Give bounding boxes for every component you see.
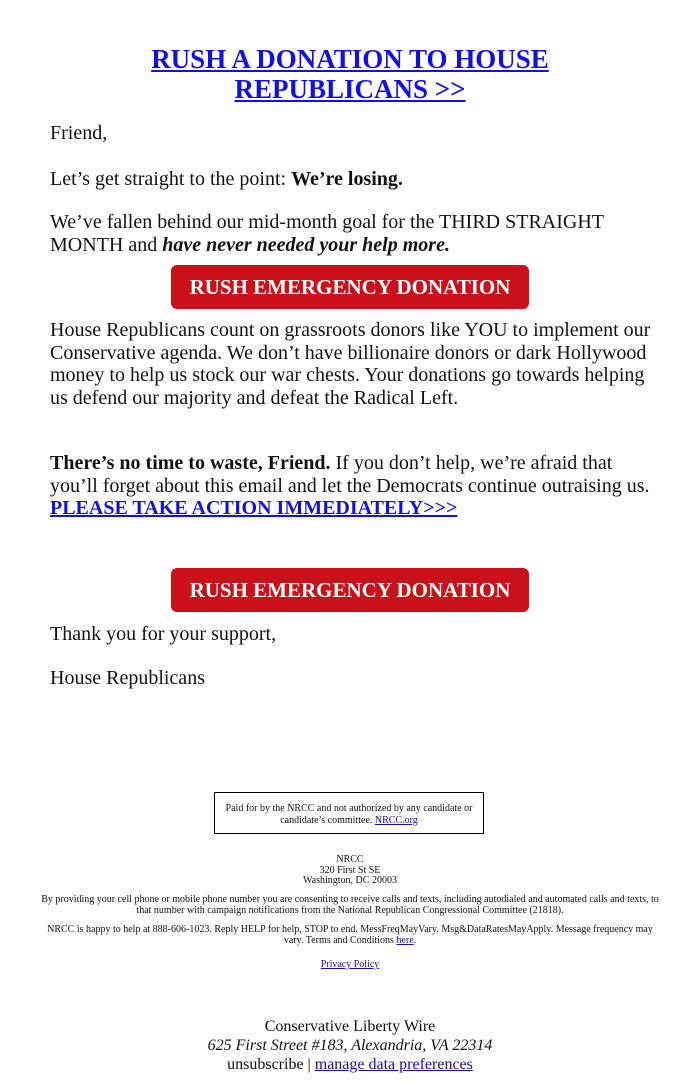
rush-donation-button-1[interactable]: RUSH EMERGENCY DONATION bbox=[171, 265, 529, 309]
footer-address: 625 First Street #183, Alexandria, VA 22314 bbox=[207, 1037, 493, 1054]
consent-text: By providing your cell phone or mobile phone number you are consenting to receive calls and texts, including autodialed and automated calls and texts, to that number with campaign notifications from the National Republican Congressional Committee (21818). bbox=[41, 894, 659, 916]
footer-links bbox=[0, 1055, 700, 1075]
org-city: Washington, DC 20003 bbox=[303, 875, 397, 886]
privacy-line bbox=[40, 960, 660, 971]
rush-donation-button-2[interactable]: RUSH EMERGENCY DONATION bbox=[171, 568, 529, 612]
greeting: Friend, bbox=[50, 122, 108, 144]
take-action-link[interactable]: PLEASE TAKE ACTION IMMEDIATELY>>> bbox=[50, 497, 458, 519]
paid-text: Paid for by the NRCC and not authorized by any candidate or candidate’s committee. bbox=[225, 803, 473, 826]
org-street: 320 First St SE bbox=[319, 864, 381, 876]
footer-separator: | bbox=[303, 1056, 315, 1073]
no-time-bold: There’s no time to waste, Friend. bbox=[50, 452, 331, 474]
paid-for-box bbox=[214, 792, 484, 834]
org-name: NRCC bbox=[336, 854, 364, 865]
donation-headline bbox=[50, 44, 650, 104]
nrcc-link[interactable]: NRCC.org bbox=[374, 814, 418, 826]
help-end: . bbox=[413, 934, 417, 946]
privacy-policy-link[interactable]: Privacy Policy bbox=[320, 959, 380, 970]
help-body: NRCC is happy to help at 888-606-1023. Reply HELP for help, STOP to end. MessFreqMayVary. Msg&DataRatesMayApply. Message frequency may vary. Terms and Conditions bbox=[47, 924, 653, 946]
goal-text: We’ve fallen behind our mid-month goal for the THIRD STRAIGHT MONTH and bbox=[50, 211, 604, 256]
terms-link[interactable]: here bbox=[396, 934, 414, 946]
paragraph-no-time bbox=[50, 452, 660, 520]
headline-line2: REPUBLICANS >> bbox=[234, 74, 466, 104]
unsubscribe-link[interactable]: unsubscribe bbox=[227, 1056, 304, 1073]
thanks-line: Thank you for your support, bbox=[50, 623, 277, 645]
help-text bbox=[40, 925, 660, 946]
headline-link[interactable] bbox=[151, 44, 549, 104]
manage-preferences-link[interactable]: manage data preferences bbox=[314, 1056, 473, 1073]
paragraph-losing bbox=[50, 168, 660, 191]
headline-line1: RUSH A DONATION TO HOUSE bbox=[151, 44, 549, 74]
losing-text: Let’s get straight to the point: bbox=[50, 168, 292, 190]
losing-bold: We’re losing. bbox=[291, 168, 403, 190]
paragraph-grassroots: House Republicans count on grassroots donors like YOU to implement our Conservative agenda. We don’t have billionaire donors or dark Hollywood money to help us stock our war chests. Your donations go towards helping us defend our majority and defeat the Radical Left. bbox=[50, 319, 651, 409]
no-time-text: If you don’t help, we’re afraid that you’ll forget about this email and let the Democrats continue outraising us. bbox=[50, 452, 650, 497]
goal-bold-italic: have never needed your help more. bbox=[162, 233, 450, 256]
org-address bbox=[40, 855, 660, 887]
paragraph-goal bbox=[50, 211, 660, 256]
footer-sender: Conservative Liberty Wire bbox=[264, 1018, 436, 1035]
signature: House Republicans bbox=[50, 667, 205, 689]
